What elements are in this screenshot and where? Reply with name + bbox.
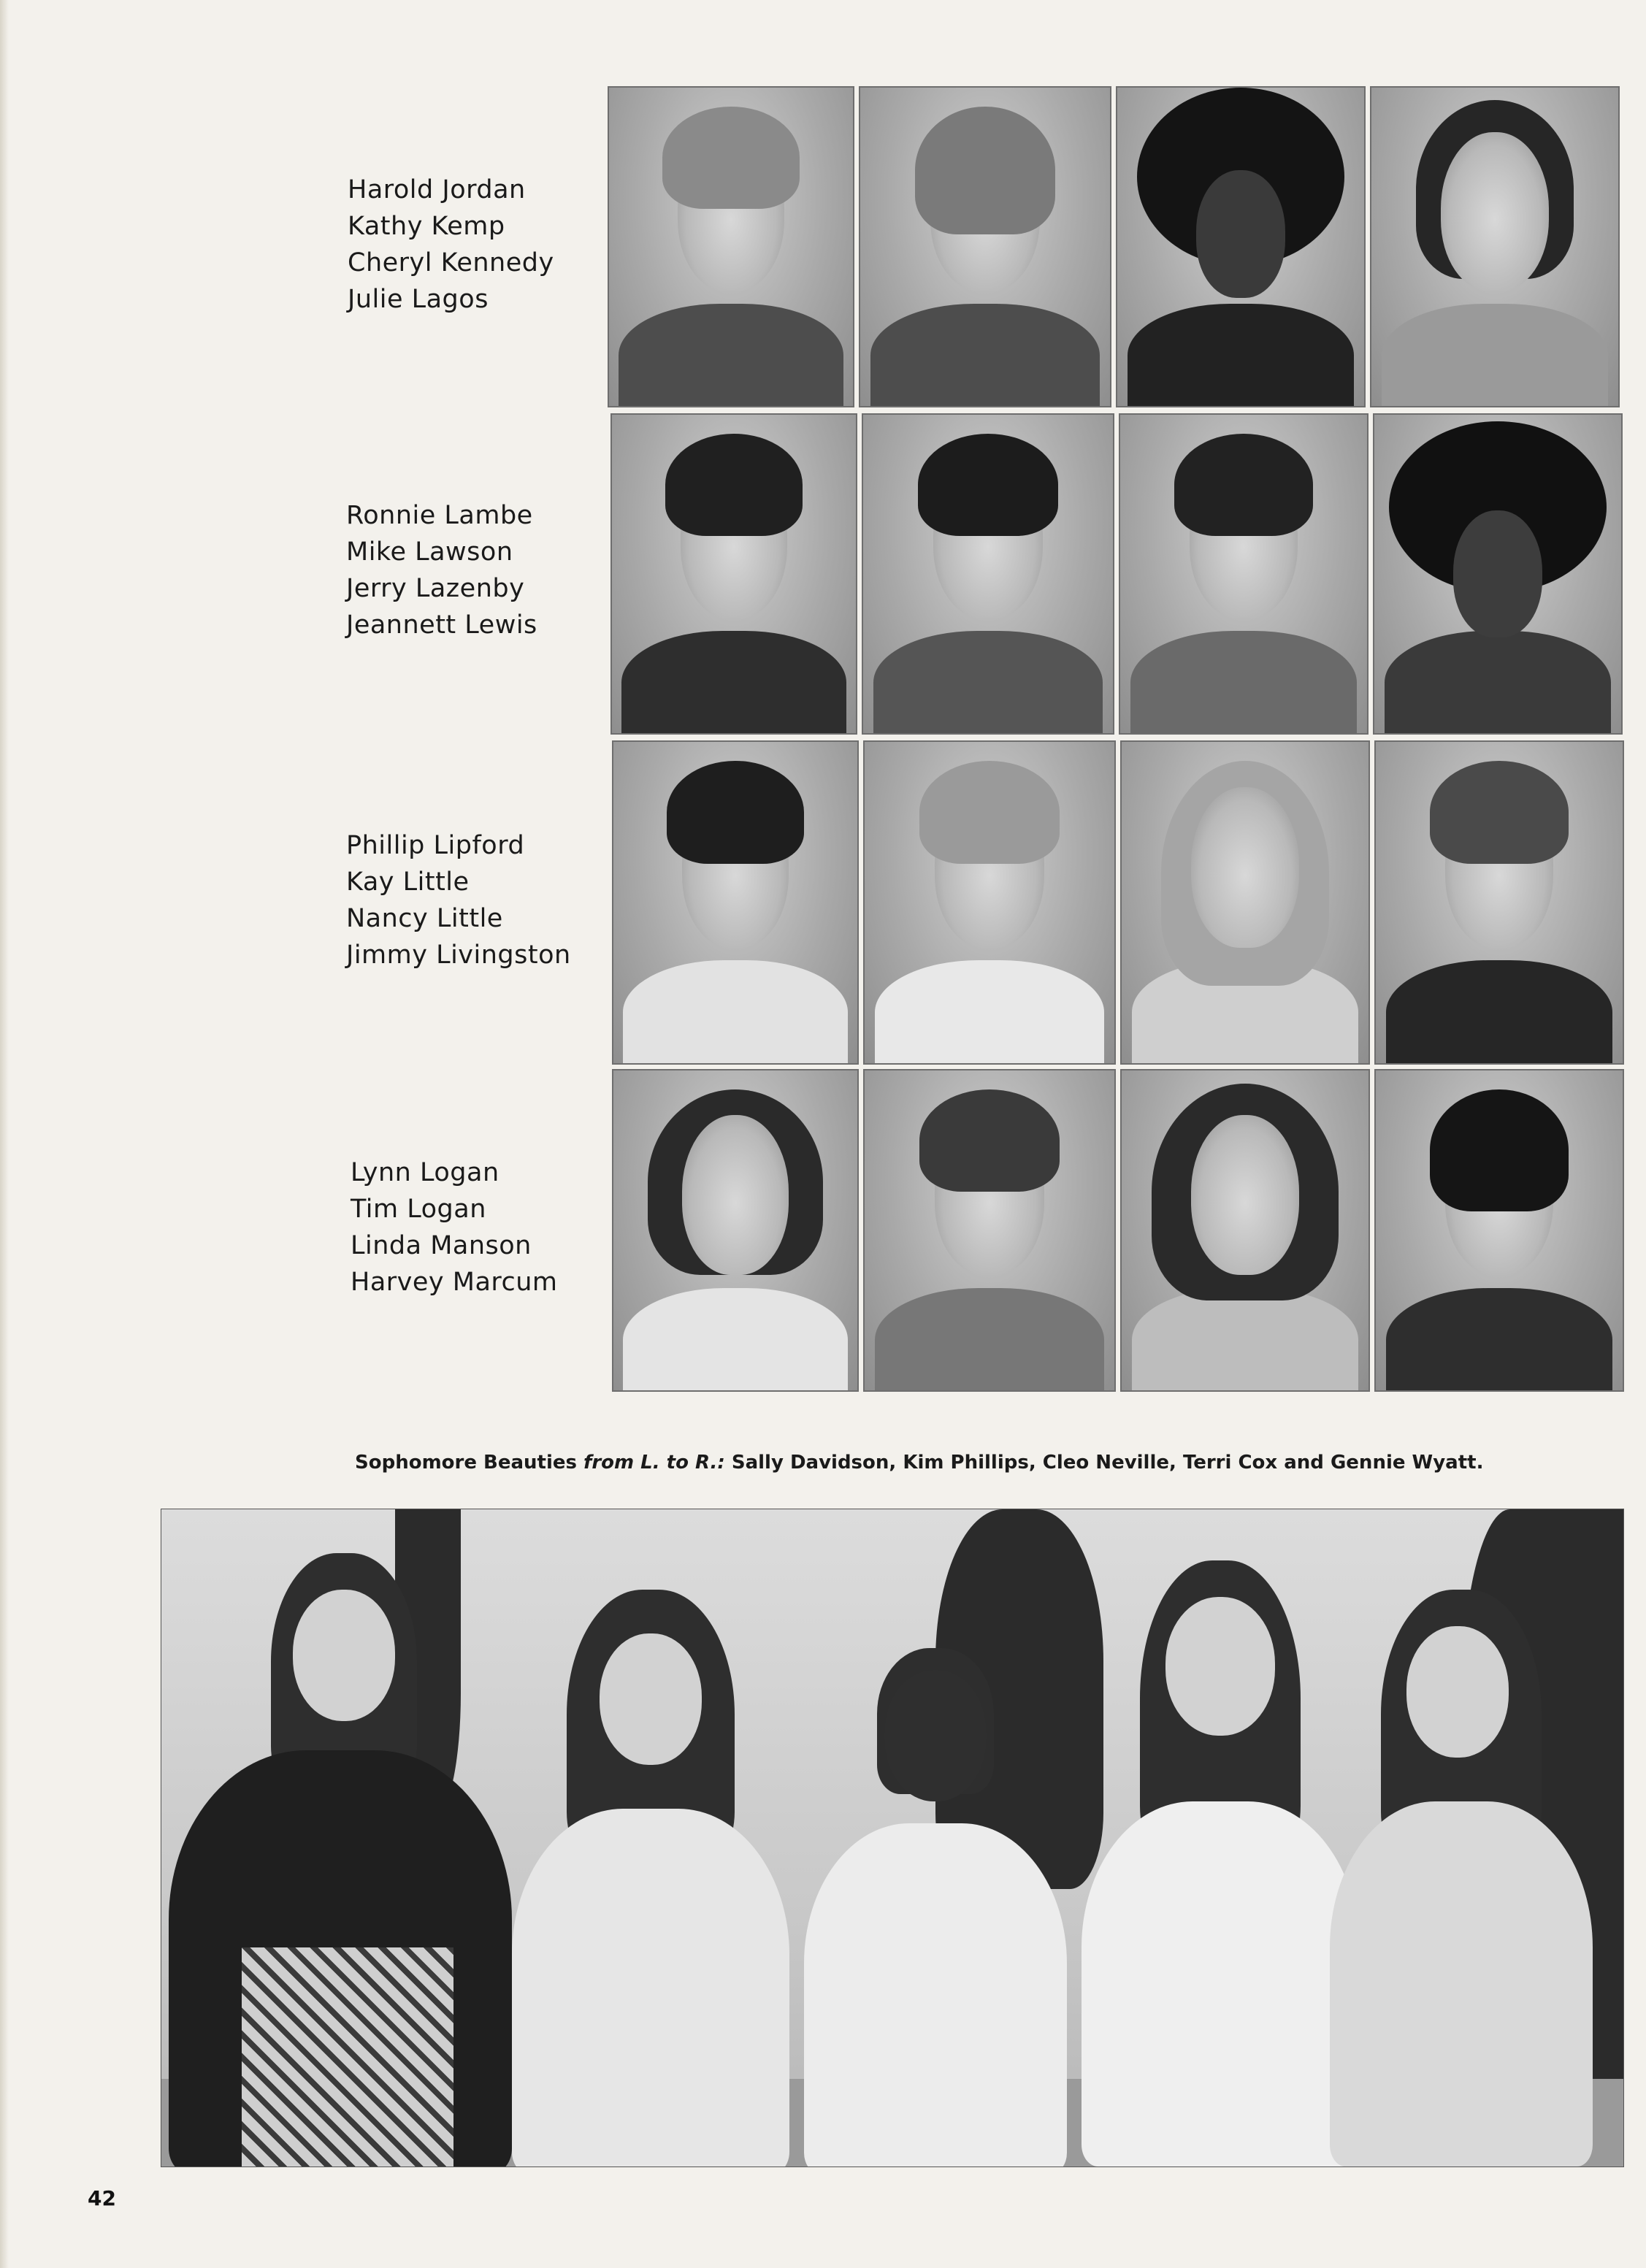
name-phillip-lipford: Phillip Lipford	[346, 831, 525, 860]
person-4	[1074, 1560, 1366, 2167]
portrait-photo	[1374, 740, 1624, 1065]
page-number: 42	[88, 2186, 116, 2210]
name-ronnie-lambe: Ronnie Lambe	[346, 501, 533, 530]
portrait-photo	[863, 740, 1116, 1065]
person-5	[1330, 1590, 1607, 2167]
portrait-photo	[608, 86, 854, 407]
person-1	[161, 1553, 512, 2167]
person-2	[497, 1590, 804, 2167]
portrait-photo	[863, 1069, 1116, 1392]
portrait-photo	[1116, 86, 1366, 407]
portrait-photo	[1120, 740, 1370, 1065]
caption-italic: from L. to R.:	[583, 1452, 725, 1474]
name-jimmy-livingston: Jimmy Livingston	[346, 940, 571, 970]
caption-lead: Sophomore Beauties	[355, 1452, 584, 1474]
portrait-photo	[1120, 1069, 1370, 1392]
portrait-photo	[1119, 413, 1369, 735]
name-tim-logan: Tim Logan	[351, 1195, 486, 1224]
portrait-photo	[612, 1069, 859, 1392]
portrait-photo	[612, 740, 859, 1065]
name-kay-little: Kay Little	[346, 867, 470, 897]
portrait-photo	[610, 413, 857, 735]
portrait-photo	[859, 86, 1111, 407]
name-jeannett-lewis: Jeannett Lewis	[346, 610, 537, 640]
name-jerry-lazenby: Jerry Lazenby	[346, 574, 525, 603]
name-kathy-kemp: Kathy Kemp	[348, 212, 505, 241]
group-photo-caption	[355, 1452, 1484, 1474]
name-harvey-marcum: Harvey Marcum	[351, 1268, 558, 1297]
portrait-photo	[1373, 413, 1623, 735]
name-julie-lagos: Julie Lagos	[348, 285, 489, 314]
name-cheryl-kennedy: Cheryl Kennedy	[348, 248, 554, 277]
page-edge	[0, 0, 9, 2268]
name-mike-lawson: Mike Lawson	[346, 537, 513, 567]
name-nancy-little: Nancy Little	[346, 904, 503, 933]
name-linda-manson: Linda Manson	[351, 1231, 532, 1260]
portrait-photo	[862, 413, 1114, 735]
portrait-photo	[1374, 1069, 1624, 1392]
group-photo	[161, 1509, 1624, 2167]
name-harold-jordan: Harold Jordan	[348, 175, 526, 204]
person-3	[797, 1648, 1074, 2167]
caption-names: Sally Davidson, Kim Phillips, Cleo Neville, Terri Cox and Gennie Wyatt.	[724, 1452, 1484, 1474]
name-lynn-logan: Lynn Logan	[351, 1158, 499, 1187]
portrait-grid	[608, 86, 1620, 1386]
portrait-photo	[1370, 86, 1620, 407]
